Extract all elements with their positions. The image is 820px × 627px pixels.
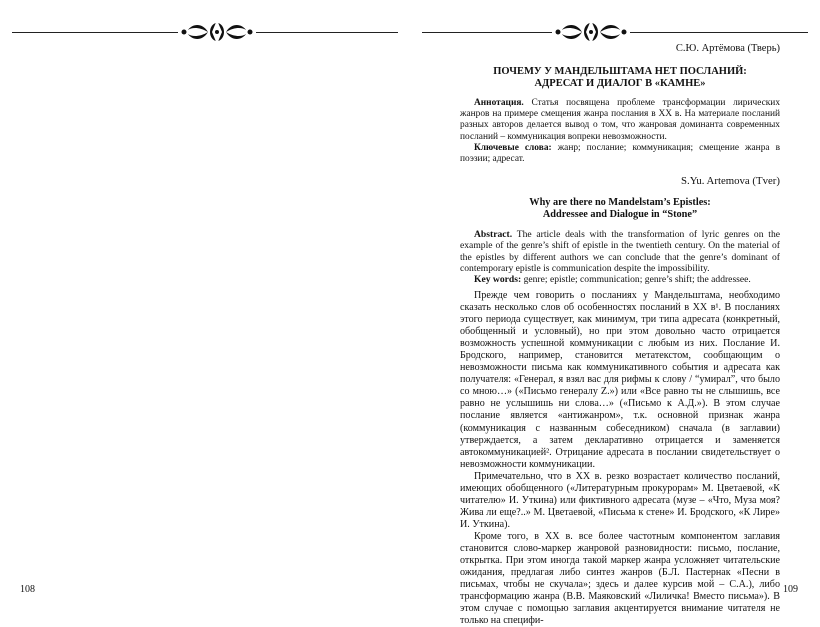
header-rule-right <box>630 32 808 33</box>
abstract-label: Abstract. <box>474 229 513 240</box>
right-page <box>410 0 820 627</box>
article-body <box>460 290 780 627</box>
body-paragraph-2: Примечательно, что в XX в. резко возрастает количество посланий, имеющих обобщенного («Литературным прокурорам» М. Цветаевой, «К читателю» И. Уткина) или фиктивного адресата (музе – «Что, Муза моя? Жива ли еще?..» М. Цветаевой, «Письма к стене» И. Бродского, «К Лире» И. Уткина). <box>460 470 780 530</box>
header-rule-right <box>256 32 398 33</box>
keywords-en-label: Key words: <box>474 274 522 286</box>
header-rule-left <box>12 32 178 33</box>
annotation-block <box>460 98 780 165</box>
header-rule-left <box>422 32 552 33</box>
title-en <box>460 197 780 221</box>
abstract-block <box>460 229 780 285</box>
left-page <box>0 0 410 609</box>
title-ru-line-1: ПОЧЕМУ У МАНДЕЛЬШТАМА НЕТ ПОСЛАНИЙ: <box>493 66 747 77</box>
header-ornament <box>178 18 256 46</box>
annotation-text: Статья посвящена проблеме трансформации лирических жанров на примере смещения жанра послания в XX в. На материале посланий разных авторов делается вывод о том, что жанровая доминанта современных посланий – коммуникация вопреки невозможности. <box>460 98 781 142</box>
author-en: S.Yu. Artemova (Tver) <box>681 175 780 187</box>
header-ornament <box>552 18 630 46</box>
annotation-label: Аннотация. <box>474 98 524 108</box>
abstract <box>460 229 780 274</box>
keywords-en <box>460 274 780 285</box>
keywords <box>460 143 780 165</box>
keywords-label: Ключевые слова: <box>474 142 552 153</box>
body-paragraph-1: Прежде чем говорить о посланиях у Мандельштама, необходимо сказать несколько слов об особенностях посланий в XX в¹. В посланиях этого периода существует, как минимум, три типа адресата (конкретный, обобщенный и условный), но при этом довольно часто отрицается возможность успешной коммуникации с любым из них. Послание И. Бродского, например, становится метатекстом, сообщающим о невозможности письма как коммуникативного события и адресата как получателя: «Генерал, я взял вас для рифмы к слову / “умирал”, что было со мною…» («Письмо генералу Z.») или «Все равно ты не слышишь, все равно не услышишь ни слова…» («Письмо к А.Д.»). В этом случае послание является «антижанром», т.к. основной признак жанра (коммуникация с названным собеседником) сначала (в заглавии) утверждается, а затем декларативно отрицается и заменяется автокоммуникацией². Отрицание адресата в послании свидетельствует о невозможности коммуникации. <box>460 290 780 470</box>
title-ru-line-2: АДРЕСАТ И ДИАЛОГ В «КАМНЕ» <box>534 78 706 89</box>
annotation <box>460 98 780 143</box>
page-number-right: 109 <box>783 584 798 595</box>
body-paragraph-3: Кроме того, в XX в. все более частотным компонентом заглавия становится слово-маркер жанровой разновидности: письмо, послание, открытка. При этом иногда такой маркер жанра усложняет читательские ожидания, предлагая либо синтез жанров (Б.Л. Пастернак «Песни в письмах, чтобы не скучала»; здесь и далее курсив мой – С.А.), либо трансформацию жанра (В.В. Маяковский «Лиличка! Вместо письма»). В этом случае с помощью заглавия акцентируется внимание читателя не только на специфи- <box>460 530 780 627</box>
page-number-left: 108 <box>20 584 35 595</box>
author-ru: С.Ю. Артёмова (Тверь) <box>675 43 780 54</box>
title-en-line-1: Why are there no Mandelstam’s Epistles: <box>529 197 711 208</box>
keywords-en-text: genre; epistle; communication; genre’s shift; the addressee. <box>523 274 751 286</box>
title-en-line-2: Addressee and Dialogue in “Stone” <box>542 209 698 220</box>
title-ru <box>460 66 780 90</box>
abstract-text: The article deals with the transformation of lyric genres on the example of the genre’s shift of epistle in the twentieth century. On the material of the epistles by different authors we can conclude that the genre’s dominant of contemporary epistle is communication despite the impossibility. <box>460 229 780 274</box>
keywords-text: жанр; послание; коммуникация; смещение жанра в поэзии; адресат. <box>460 142 781 165</box>
